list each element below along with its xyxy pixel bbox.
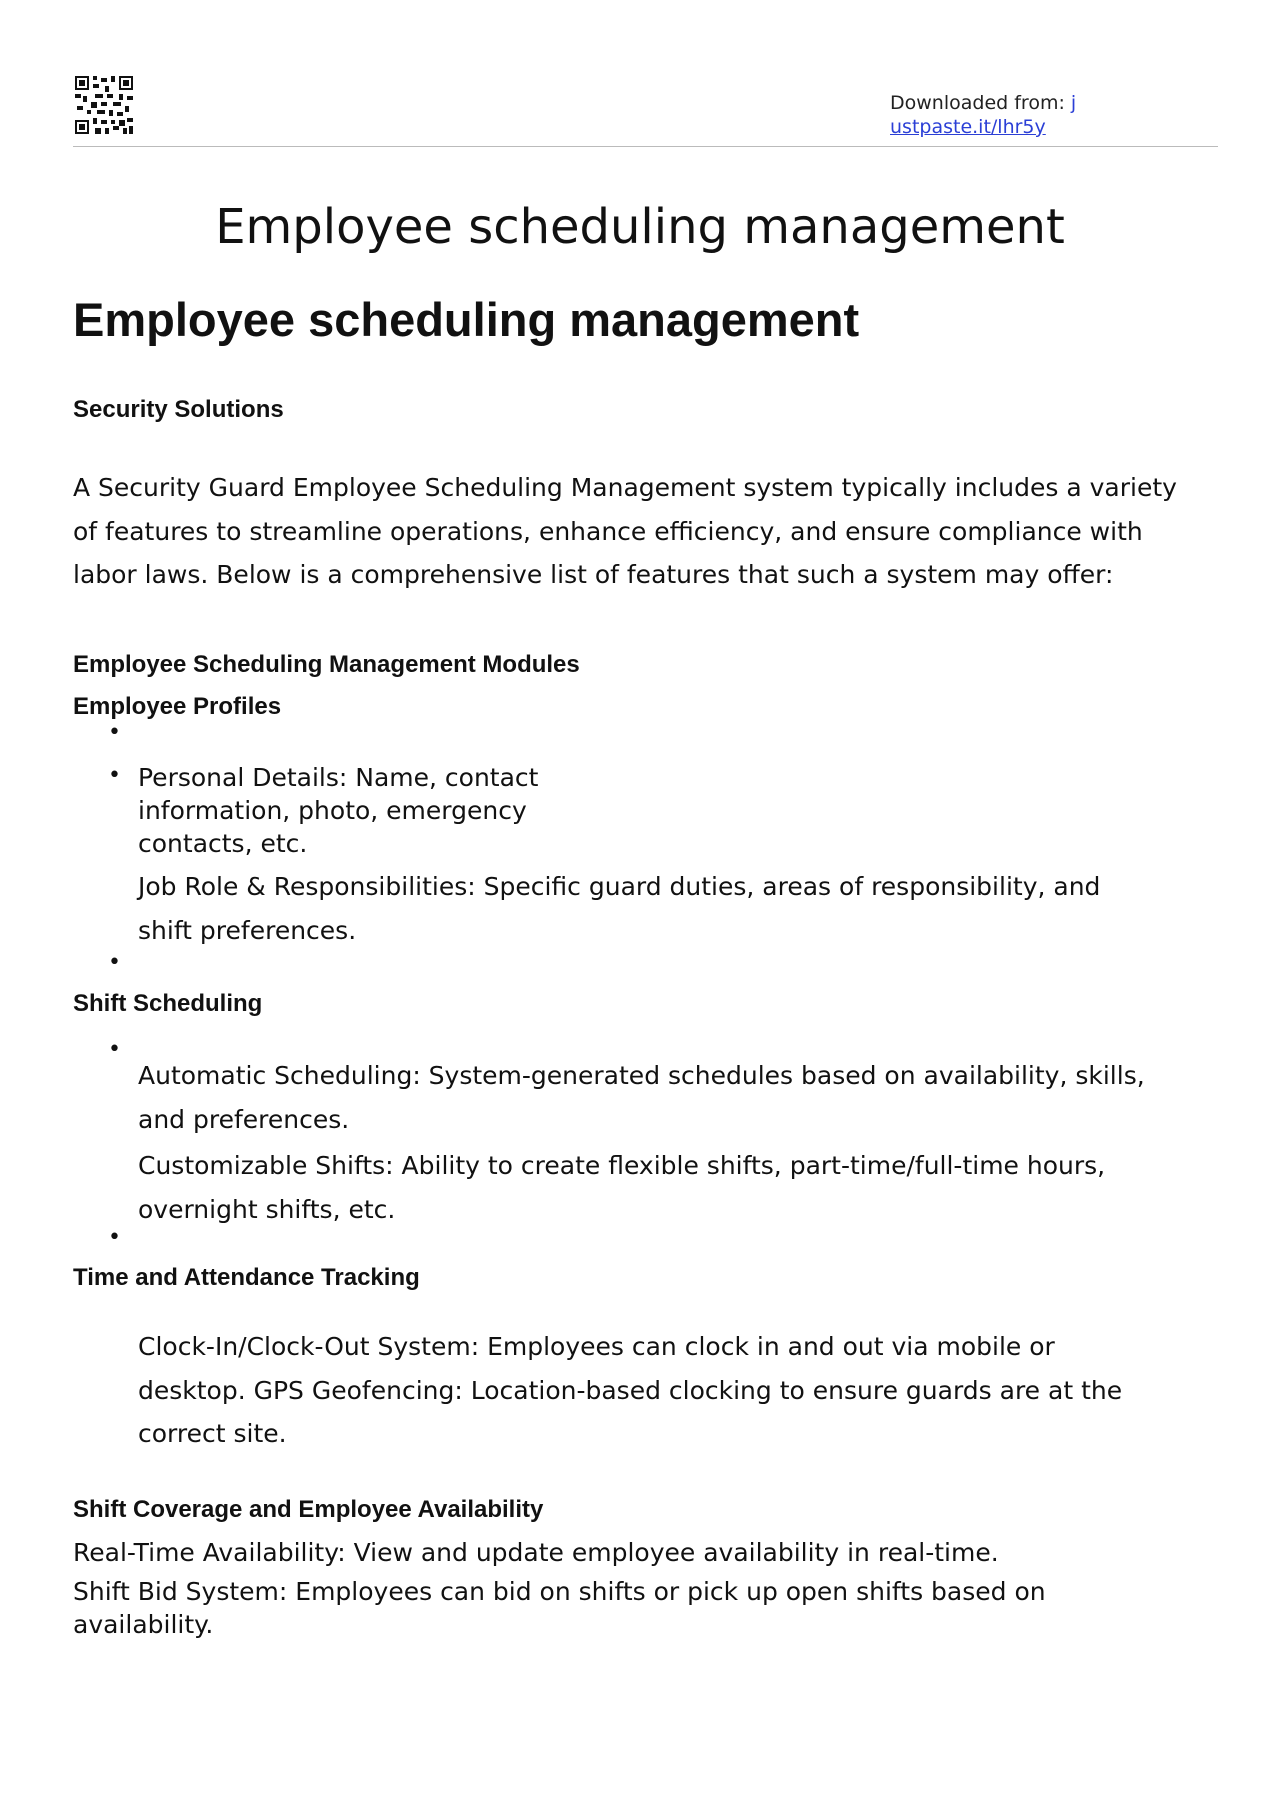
bullet: • [108, 1037, 121, 1062]
downloaded-from-label: Downloaded from: [890, 92, 1065, 114]
document-heading: Employee scheduling management [73, 293, 860, 346]
employee-profiles-heading: Employee Profiles [73, 693, 282, 720]
intro-paragraph: A Security Guard Employee Scheduling Management system typically includes a variety of features to streamline operations, enhance efficiency, and ensure compliance with labor laws. Below is a comprehensive list of features that such a system may offer: [73, 473, 1177, 589]
shift-coverage-heading: Shift Coverage and Employee Availability [73, 1496, 544, 1523]
shift-scheduling-heading: Shift Scheduling [73, 990, 263, 1017]
list-item-personal-details [138, 761, 838, 860]
bullet: • [108, 720, 121, 745]
source-link-part1[interactable]: j [1070, 92, 1077, 114]
real-time-availability: Real-Time Availability: View and update employee availability in real-time. [73, 1538, 999, 1567]
bullet: • [108, 763, 121, 788]
time-attendance-heading: Time and Attendance Tracking [73, 1264, 420, 1291]
page-title: Employee scheduling management [215, 199, 1065, 255]
source-link-part2[interactable]: ustpaste.it/lhr5y [890, 116, 1046, 138]
list-item-job-role: Job Role & Responsibilities: Specific guard duties, areas of responsibility, and shift preferences. [138, 872, 1101, 945]
personal-details-line: Personal Details: Name, contact [138, 763, 539, 792]
bullet: • [108, 950, 121, 975]
qr-code-icon [75, 76, 133, 134]
header-divider [73, 146, 1218, 147]
personal-details-line: information, photo, emergency [138, 796, 527, 825]
list-item-customizable-shifts: Customizable Shifts: Ability to create flexible shifts, part-time/full-time hours, overnight shifts, etc. [138, 1151, 1106, 1224]
personal-details-line: contacts, etc. [138, 829, 308, 858]
modules-heading: Employee Scheduling Management Modules [73, 651, 580, 678]
security-solutions-heading: Security Solutions [73, 396, 284, 423]
download-source [890, 91, 1076, 139]
shift-bid-system: Shift Bid System: Employees can bid on shifts or pick up open shifts based on availability. [73, 1577, 1046, 1639]
list-item-clock-in-out: Clock-In/Clock-Out System: Employees can clock in and out via mobile or desktop. GPS Geofencing: Location-based clocking to ensure guards are at the correct site. [138, 1332, 1123, 1448]
list-item-automatic-scheduling: Automatic Scheduling: System-generated schedules based on availability, skills, and preferences. [138, 1061, 1145, 1134]
bullet: • [108, 1225, 121, 1250]
